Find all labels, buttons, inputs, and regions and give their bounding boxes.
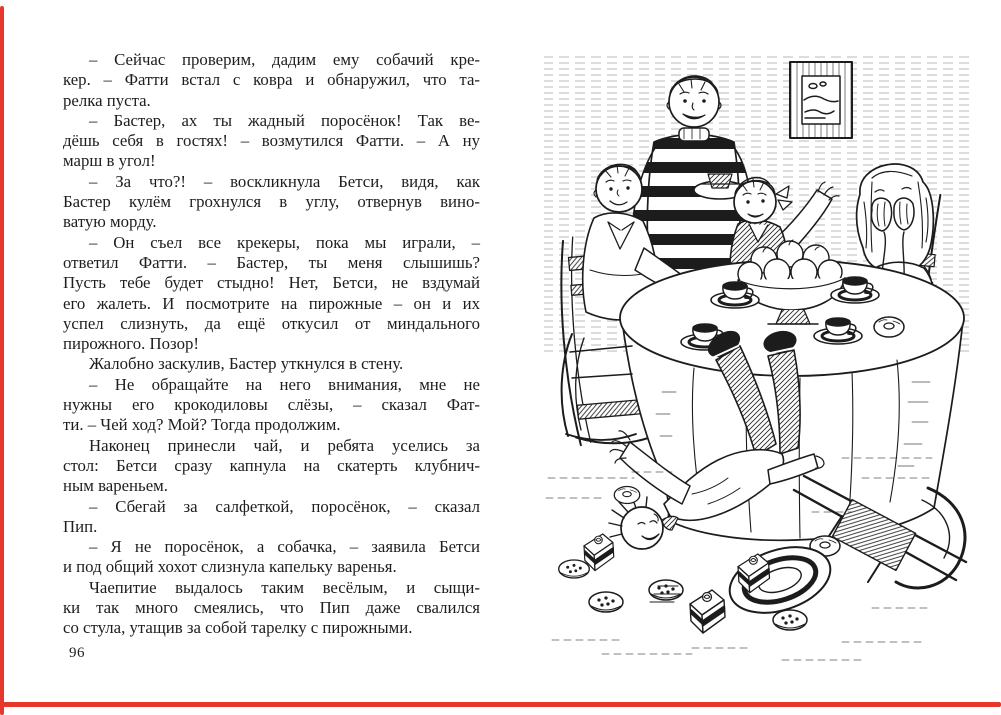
text-line: Жалобно заскулив, Бастер уткнулся в стену. xyxy=(89,354,404,374)
paragraph xyxy=(63,111,480,172)
donut-on-table xyxy=(874,317,904,337)
text-line: релка пуста. xyxy=(63,90,151,110)
story-text xyxy=(63,50,480,639)
illustration xyxy=(542,42,987,667)
cover-edge-left xyxy=(0,6,4,715)
text-line: дёшь себя в гостях! – возмутился Фатти. – А ну xyxy=(63,131,480,151)
text-line: Наконец принесли чай, и ребята уселись за xyxy=(89,435,480,455)
text-line: нужны его крокодиловы слёзы, – сказал Фат- xyxy=(63,395,480,415)
text-line: и под общий хохот слизнула капельку варенья. xyxy=(63,557,397,577)
text-line: Бастер кулём грохнулся в углу, отвернув вино- xyxy=(63,192,480,212)
text-line: – Бастер, ах ты жадный поросёнок! Так ве- xyxy=(89,110,480,130)
text-line: ответил Фатти. – Бастер, ты меня слышишь? xyxy=(63,252,480,272)
text-line: ти. – Чей ход? Мой? Тогда продолжим. xyxy=(63,415,341,435)
paragraph xyxy=(63,354,480,374)
paragraph xyxy=(63,233,480,355)
paragraph xyxy=(63,172,480,233)
paragraph xyxy=(63,375,480,436)
text-line: успел слизнуть, да ещё откусил от миндального xyxy=(63,313,480,333)
paragraph xyxy=(63,578,480,639)
text-line: – Я не поросёнок, а собачка, – заявила Бетси xyxy=(89,537,480,557)
text-line: Чаепитие выдалось таким весёлым, и сыщи- xyxy=(89,577,480,597)
text-line: со стула, утащив за собой тарелку с пирожными. xyxy=(63,618,413,638)
text-line: кер. – Фатти встал с ковра и обнаружил, что та- xyxy=(63,70,480,90)
text-line: – Не обращайте на него внимания, мне не xyxy=(89,374,480,394)
text-line: ватую морду. xyxy=(63,212,157,232)
cover-edge-bottom xyxy=(0,702,1001,707)
paragraph xyxy=(63,50,480,111)
text-line: ным вареньем. xyxy=(63,476,168,496)
text-line: марш в угол! xyxy=(63,151,156,171)
text-line: – Сбегай за салфеткой, поросёнок, – сказал xyxy=(89,496,480,516)
text-line: – Сейчас проверим, дадим ему собачий кре- xyxy=(89,50,480,69)
paragraph xyxy=(63,497,480,538)
text-line: Пусть тебе будет стыдно! Нет, Бетси, не вздумай xyxy=(63,273,480,293)
text-line: Пип. xyxy=(63,516,98,536)
paragraph xyxy=(63,436,480,497)
text-line: его жалеть. И посмотрите на пирожные – он и их xyxy=(63,293,480,313)
page-number: 96 xyxy=(69,645,85,661)
tea-party-drawing xyxy=(542,42,987,667)
text-line: пирожного. Позор! xyxy=(63,334,199,354)
wall-picture xyxy=(790,62,852,138)
text-line: – За что?! – воскликнула Бетси, видя, как xyxy=(89,171,480,191)
text-line: – Он съел все крекеры, пока мы играли, – xyxy=(89,232,480,252)
text-line: ки так много смеялись, что Пип даже свалился xyxy=(63,598,480,618)
paragraph xyxy=(63,537,480,578)
text-line: стол: Бетси сразу капнула на скатерть клубнич- xyxy=(63,455,480,475)
